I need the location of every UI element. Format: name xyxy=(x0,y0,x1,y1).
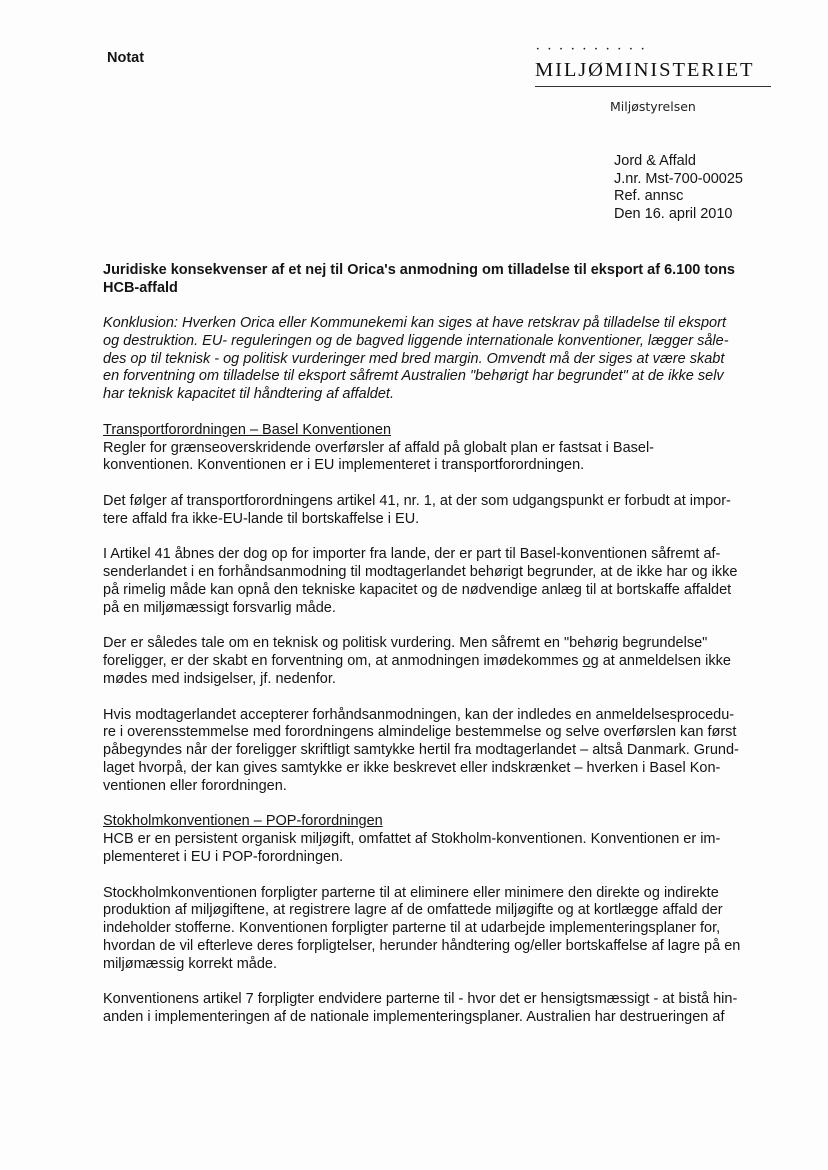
text-segment: foreligger, er der skabt en forventning om, at anmodningen imødekommes xyxy=(103,653,583,670)
text-line: produktion af miljøgiftene, at registrere lagre af de omfattede miljøgifte og at kortlægge affald der xyxy=(103,902,723,919)
text-line: har teknisk kapacitet til håndtering af affaldet. xyxy=(103,386,394,403)
paragraph xyxy=(103,991,783,1027)
text-line: miljømæssig korrekt måde. xyxy=(103,955,278,972)
text-segment: at anmeldelsen ikke xyxy=(598,653,731,670)
text-line xyxy=(103,653,783,671)
text-line: plementeret i EU i POP-forordningen. xyxy=(103,848,344,865)
text-line: ventionen eller forordningen. xyxy=(103,777,287,794)
text-line: påbegyndes når der foreligger skriftligt samtykke hertil fra modtagerlandet – altså Danmark. Grund- xyxy=(103,742,739,759)
text-line: anden i implementeringen af de nationale implementeringsplaner. Australien har destrueringen af xyxy=(103,1009,725,1026)
text-line: og destruktion. EU- reguleringen og de bagved liggende internationale konventioner, lægger såle- xyxy=(103,332,729,349)
text-line: Det følger af transportforordningens artikel 41, nr. 1, at der som udgangspunkt er forbudt at impor- xyxy=(103,492,731,509)
logo-underline xyxy=(535,86,771,87)
conclusion-paragraph xyxy=(103,315,783,404)
paragraph xyxy=(103,546,783,617)
text-line: des op til teknisk - og politisk vurderinger med bred margin. Omvendt må der siges at være skabt xyxy=(103,350,725,367)
section-heading-transport: Transportforordningen – Basel Konventionen xyxy=(103,421,392,438)
text-line: Konventionens artikel 7 forpligter endvidere parterne til - hvor det er hensigtsmæssigt - at bistå hin- xyxy=(103,991,738,1008)
text-line: konventionen. Konventionen er i EU implementeret i transportforordningen. xyxy=(103,457,585,474)
text-line: Stockholmkonventionen forpligter parterne til at eliminere eller minimere den direkte og indirekte xyxy=(103,884,719,901)
underlined-word: og xyxy=(582,653,599,670)
text-line: mødes med indsigelser, jf. nedenfor. xyxy=(103,670,336,687)
title-line: HCB-affald xyxy=(103,279,178,296)
paragraph xyxy=(103,635,783,688)
memo-label: Notat xyxy=(107,50,145,66)
section-heading-stockholm: Stokholmkonventionen – POP-forordningen xyxy=(103,813,383,830)
logo-dots: • • • • • • • • • • xyxy=(536,46,648,53)
department: Jord & Affald xyxy=(614,153,696,169)
paragraph xyxy=(103,493,783,529)
paragraph xyxy=(103,885,783,974)
text-line: tere affald fra ikke-EU-lande til bortskaffelse i EU. xyxy=(103,510,420,527)
paragraph xyxy=(103,707,783,796)
text-line: på en miljømæssigt forsvarlig måde. xyxy=(103,599,336,616)
text-line: Konklusion: Hverken Orica eller Kommunekemi kan siges at have retskrav på tilladelse til eksport xyxy=(103,315,726,331)
text-line: I Artikel 41 åbnes der dog op for importer fra lande, der er part til Basel-konventionen såfremt af- xyxy=(103,546,721,563)
text-line: senderlandet i en forhåndsanmodning til modtagerlandet behørigt begrunder, at de ikke har og ikke xyxy=(103,564,738,581)
text-line: re i overensstemmelse med forordningens almindelige bestemmelse og selve overførslen kan først xyxy=(103,724,737,741)
text-line: en forventning om tilladelse til eksport såfremt Australien "behørigt har begrundet" at de ikke selv xyxy=(103,368,724,385)
paragraph xyxy=(103,440,783,476)
meta-block xyxy=(614,153,743,223)
text-line: hvordan de vil efterleve deres forpligtelser, herunder håndtering og/eller bortskaffelse af lagre på en xyxy=(103,937,741,954)
text-line: Hvis modtagerlandet accepterer forhåndsanmodningen, kan der indledes en anmeldelsesprocedu- xyxy=(103,706,735,723)
text-line: indeholder stofferne. Konventionen forpligter parterne til at udarbejde implementeringsplaner for, xyxy=(103,920,721,937)
text-line: Der er således tale om en teknisk og politisk vurdering. Men såfremt en "behørig begrundelse" xyxy=(103,635,708,652)
text-line: på rimelig måde kan opnå den tekniske kapacitet og de nødvendige anlæg til at bortskaffe affaldet xyxy=(103,581,732,598)
text-line: laget hvorpå, der kan gives samtykke er ikke beskrevet eller indskrænket – hverken i Basel Kon- xyxy=(103,759,721,776)
paragraph xyxy=(103,831,783,867)
text-line: HCB er en persistent organisk miljøgift, omfattet af Stokholm-konventionen. Konventionen er im- xyxy=(103,831,721,848)
text-line: Regler for grænseoverskridende overførsler af affald på globalt plan er fastsat i Basel- xyxy=(103,439,655,456)
reference: Ref. annsc xyxy=(614,188,684,205)
ministry-logo-text: MILJØMINISTERIET xyxy=(535,59,755,81)
agency-name: Miljøstyrelsen xyxy=(610,99,696,114)
document-title xyxy=(103,262,783,297)
document-body xyxy=(103,315,783,1027)
date: Den 16. april 2010 xyxy=(614,205,733,222)
journal-number: J.nr. Mst-700-00025 xyxy=(614,170,743,187)
title-line: Juridiske konsekvenser af et nej til Orica's anmodning om tilladelse til eksport af 6.100 tons xyxy=(103,262,735,278)
